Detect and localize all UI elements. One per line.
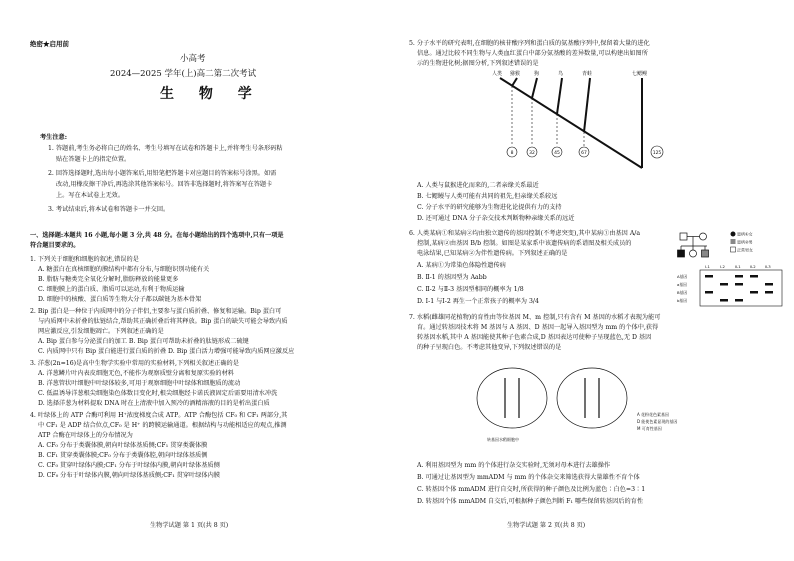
gel-col: Ⅱ-3 — [765, 264, 771, 269]
gel-row-label: B基因 — [677, 290, 688, 295]
legend-label: 患病②男 — [737, 239, 753, 245]
evolution-tree-figure — [492, 68, 682, 178]
option-line: A. Bip 蛋白参与分泌蛋白的加工 B. Bip 蛋白可帮助未折叠的肽链形成二硫键 — [38, 338, 249, 345]
gel-row-label: A基因 — [677, 274, 688, 279]
option-line: B. CF₁ 贯穿类囊体膜;CF₀ 分布于类囊体腔,朝向叶绿体基质侧 — [38, 452, 208, 459]
option-line: A. 人类与鼠猴进化而来的,二者亲缘关系最近 — [417, 182, 539, 189]
option-line: C. Ⅱ-2 与Ⅱ-3 基因型相同的概率为 1/8 — [417, 286, 524, 293]
exam-year: 2024—2025 学年(上)高二第二次考试 — [110, 69, 257, 79]
cell-outline — [477, 368, 547, 428]
option-line: B. Ⅱ-1 的基因型为 Aabb — [417, 274, 487, 281]
option-line: B. 可通过让基因型为 mmADM 与 mm 的个体杂交来筛选获得大量雄性不育个体 — [417, 474, 640, 481]
gel-row-label: b基因 — [677, 298, 688, 303]
exam-org: 小高考 — [180, 54, 206, 64]
option-line: A. CF₀ 分布于类囊体膜,朝向叶绿体基质侧;CF₁ 贯穿类囊体膜 — [38, 442, 208, 449]
tree-branch — [557, 78, 562, 114]
pedigree-male — [680, 233, 687, 240]
question-line: 的种子呈现白色。不考虑其他变异,下列叙述错误的是 — [417, 344, 562, 351]
gel-band — [735, 275, 743, 278]
question-line: 转基因水稻,其中 A 基因能使其种子色素合成,D 基因表达可使种子呈现蓝色,无 D 基因 — [417, 334, 652, 341]
pedigree-female — [690, 250, 697, 257]
tree-branch — [584, 78, 590, 132]
option-line: A. 洋葱鳞片叶内表皮细胞无色,不能作为观察质壁分离和复原实验的材料 — [38, 370, 234, 377]
pedigree-female — [700, 233, 707, 240]
option-line: D. Ⅰ-1 与Ⅰ-2 再生一个正常孩子的概率为 3/4 — [417, 298, 539, 305]
gel-band — [750, 275, 758, 278]
tree-branch — [512, 78, 517, 86]
option-line: C. 转基因个体 mmADM 进行自交时,所获得的种子颜色及比例为蓝色∶白色=3∶1 — [417, 486, 646, 493]
tree-trunk — [500, 78, 642, 168]
chromo-legend: M 可育性基因 — [637, 426, 662, 431]
tree-label: 人类 — [492, 71, 503, 77]
tree-label: 青蛙 — [582, 71, 593, 77]
gel-band — [750, 291, 758, 294]
legend-label: 患病①女 — [737, 231, 753, 237]
tree-number: 67 — [581, 151, 587, 156]
gel-row-label: a基因 — [677, 282, 687, 287]
tree-label: 狗 — [534, 71, 540, 77]
tree-branch — [532, 78, 537, 98]
question-line: 控制,某病②由基因 B/b 控制。如图是某家系中该遗传病的系谱图及相关成员的 — [417, 240, 632, 247]
option-line: B. 洋葱管状叶细胞中叶绿体较多,可用于观察细胞中叶绿体和细胞质的流动 — [38, 380, 241, 387]
question-line: 7. 水稻(雌雄同花植物)的育性由等位基因 M、m 控制,只有含有 M 基因的水稻才表现为能可 — [409, 314, 661, 321]
option-line: C. 细胞膜上的蛋白质、脂质可以运动,有利于物质运输 — [38, 286, 185, 293]
secret-label: 绝密★启用前 — [30, 40, 69, 48]
note-line: 上。写在本试卷上无效。 — [56, 192, 125, 199]
tree-label: 鸟 — [558, 71, 564, 77]
tree-number: 8 — [510, 151, 514, 156]
option-line: D. 转基因个体 mmADM 自交后,可根据种子颜色判断 F₁ 哪些保留转基因后的育性 — [417, 498, 644, 505]
exam-subject: 生 物 学 — [160, 86, 262, 102]
tree-number: 125 — [652, 151, 662, 156]
tree-number: 32 — [529, 151, 535, 156]
question-line: 2. Bip 蛋白是一种位于内质网中的分子伴侣,主要参与蛋白质折叠、修复和运输。Bip 蛋白可 — [30, 308, 282, 315]
option-line: D. 还可通过 DNA 分子杂交技术判断物种亲缘关系的远近 — [417, 215, 575, 222]
pedigree-affected-male — [702, 250, 709, 257]
question-line: 信息。通过比较不同生物与人类血红蛋白中部分氨基酸的差异数量,可以构建出如图所 — [417, 50, 648, 57]
option-line: B. 脂肪与糖类完全氧化分解时,脂肪释放的能量更多 — [38, 276, 179, 283]
option-line: D. 细胞中的核酸、蛋白质等生物大分子都以碳链为基本骨架 — [38, 296, 202, 303]
gel-band — [765, 283, 773, 286]
note-line: 贴在答题卡上的指定位置。 — [56, 156, 131, 163]
tree-number: 45 — [554, 151, 560, 156]
section-heading: 一、选择题:本题共 16 小题,每小题 3 分,共 48 分。在每小题给出的四个选项中,只有一项是 — [30, 232, 284, 239]
question-line: 5. 分子水平的研究表明,在细胞的核苷酸序列和蛋白质的氨基酸序列中,保留着大量的进化 — [409, 40, 650, 47]
chromo-legend: A 花粉花色素基因 — [637, 412, 670, 417]
question-line: 4. 叶绿体上的 ATP 合酶可利用 H⁺浓度梯度合成 ATP。ATP 合酶包括 CF₀ 和 CF₁ 两部分,其 — [30, 412, 288, 419]
footer-right: 生物学试题 第 2 页(共 8 页) — [507, 522, 586, 529]
question-line: 育。通过转基因技术将 M 基因与 A 基因、D 基因一起导入基因型为 mm 的个体中,获得 — [417, 324, 659, 331]
gel-band — [735, 299, 743, 302]
tree-label: 七鳃鳗 — [632, 71, 648, 77]
gel-band — [735, 283, 743, 286]
pedigree-affected-male — [678, 250, 685, 257]
notes-title: 考生注意: — [40, 134, 68, 141]
gel-band — [705, 275, 713, 278]
question-line: 6. 人类某病①和某病②均由独立遗传的基因控制(不考虑突变),其中某病①由基因 A/a — [409, 230, 641, 237]
tree-label: 猕猴 — [510, 71, 521, 77]
question-line: 1. 下列关于细胞和细胞的叙述,错误的是 — [30, 256, 139, 263]
cell-outline — [557, 368, 627, 428]
gel-band — [705, 291, 713, 294]
right-page — [397, 0, 794, 561]
chromo-caption: 转基因水稻细胞中 — [487, 437, 519, 442]
option-line: A. 某病①为常染色体隐性遗传病 — [417, 262, 506, 269]
option-line: D. 选择洋葱为材料提取 DNA 时在上清液中加入预冷的酒精溶液的目的是析出蛋白质 — [38, 400, 270, 407]
chromosome-figure — [467, 356, 707, 456]
question-line: 中 CF₁ 是 ADP 结合位点,CF₀ 是 H⁺ 的跨膜运输通道。根据结构与功能相适应的观点,推测 — [38, 422, 287, 429]
option-line: C. CF₀ 贯穿叶绿体内膜;CF₁ 分布于叶绿体内膜,朝向叶绿体基质侧 — [38, 462, 220, 469]
gel-band — [720, 299, 728, 302]
gel-band — [765, 291, 773, 294]
question-line: 示的生物进化树;据图分析,下列叙述错误的是 — [417, 60, 539, 67]
gel-col: Ⅱ-2 — [750, 264, 756, 269]
pedigree-figure — [675, 228, 785, 308]
question-line: 电泳结果,已知某病②为伴性遗传病。下列叙述正确的是 — [417, 250, 568, 257]
gel-col: Ⅰ-1 — [705, 264, 710, 269]
option-line: B. 七鳃鳗与人类可能有共同的祖先,但亲缘关系较远 — [417, 193, 558, 200]
note-line: 1. 答题前,考生务必将自己的姓名、考生号填写在试卷和答题卡上,并将考生号条形码粘 — [48, 145, 283, 152]
option-line: A. 糖蛋白在真核细胞的膜结构中都有分布,与细胞识别功能有关 — [38, 266, 210, 273]
gel-band — [720, 283, 728, 286]
question-line: ATP 合酶在叶绿体上的分布情况为 — [38, 432, 133, 439]
legend-label: 正常男女 — [737, 247, 753, 253]
question-line: 网应激反应,引发细胞凋亡。下列叙述正确的是 — [38, 328, 164, 335]
gel-col: Ⅰ-2 — [720, 264, 725, 269]
note-line: 3. 考试结束后,将本试卷和答题卡一并交回。 — [48, 206, 170, 213]
chromo-legend: D 能使色素显现的基因 — [637, 419, 678, 424]
question-line: 3. 洋葱(2n=16)是高中生物学实验中常用的实验材料,下列相关叙述正确的是 — [30, 360, 239, 367]
option-line: C. 低温诱导洋葱根尖细胞染色体数目变化时,根尖细胞经卡诺氏液固定后需要用清水冲洗 — [38, 390, 278, 397]
section-heading-2: 符合题目要求的。 — [30, 242, 80, 249]
option-line: D. CF₀ 分布于叶绿体内膜,朝向叶绿体基质侧;CF₁ 贯穿叶绿体内膜 — [38, 472, 220, 479]
option-line: C. 内质网中只有 Bip 蛋白能进行蛋白质的折叠 D. Bip 蛋白活力增强可能导致内质网应激反应 — [38, 348, 295, 355]
note-line: 2. 回答选择题时,选出每小题答案后,用铅笔把答题卡对应题目的答案标号涂黑。如需 — [48, 170, 277, 177]
footer-left: 生物学试题 第 1 页(共 8 页) — [150, 522, 229, 529]
gel-col: Ⅱ-1 — [735, 264, 741, 269]
note-line: 改动,用橡皮擦干净后,再选涂其他答案标号。回答非选择题时,将答案写在答题卡 — [56, 181, 273, 188]
question-line: 与内质网中未折叠的肽链结合,帮助其正确折叠后将其释放。Bip 蛋白的缺失可能会导致内质 — [38, 318, 288, 325]
option-line: A. 利用基因型为 mm 的个体进行杂交实验时,无须对母本进行去雄操作 — [417, 462, 611, 469]
option-line: C. 分子水平的研究能够为生物进化论提供有力的支持 — [417, 204, 562, 211]
